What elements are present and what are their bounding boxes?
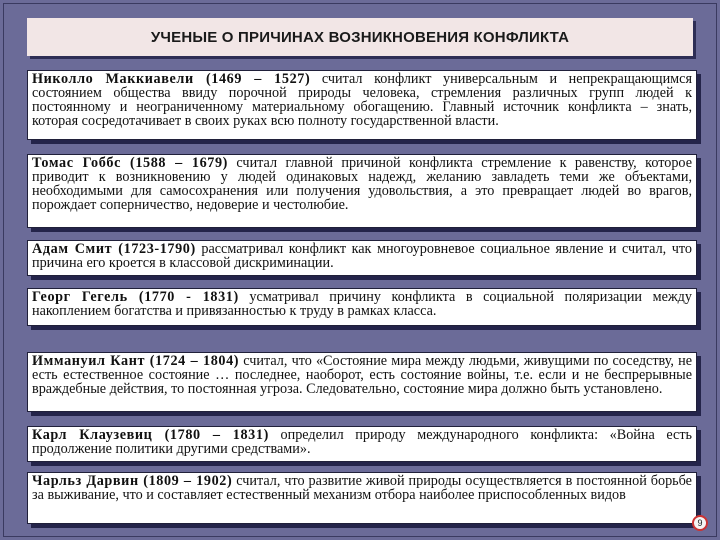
scholar-name: Чарльз Дарвин (1809 – 1902) xyxy=(32,473,233,489)
scholar-name: Николло Маккиавели (1469 – 1527) xyxy=(32,71,311,87)
scholar-name: Адам Смит (1723-1790) xyxy=(32,241,196,257)
scholar-text: определил природу международного конфликта: «Война есть продолжение политики другими средствами». xyxy=(32,427,692,457)
page-number-badge xyxy=(692,515,708,531)
scholar-text: считал главной причиной конфликта стремление к равенству, которое приводит к возникновению у людей одинаковых надежд, желанию завладеть теми же объектами, необходимыми для самосохранения или получения удовольствия, а это превращает людей во врагов, порождает соперничество, недоверие и честолюбие. xyxy=(32,155,692,213)
scholar-text: считал, что развитие живой природы осуществляется в постоянной борьбе за выживание, что и составляет естественный механизм отбора наиболее приспособленных видов xyxy=(32,473,692,503)
scholar-text: усматривал причину конфликта в социальной поляризации между накоплением богатства и привязанностью к труду в рамках класса. xyxy=(32,289,692,319)
scholar-text: считал, что «Состояние мира между людьми, живущими по соседству, не есть естественное состояние … последнее, наоборот, есть состояние войны, т.е. если и не беспрерывные враждебные действия, то постоянная угроза. Следовательно, состояние мира должно быть установлено. xyxy=(32,353,692,397)
scholar-name: Иммануил Кант (1724 – 1804) xyxy=(32,353,240,369)
card-kant xyxy=(27,352,697,412)
scholar-name: Георг Гегель (1770 - 1831) xyxy=(32,289,239,305)
scholar-name: Томас Гоббс (1588 – 1679) xyxy=(32,155,228,171)
title-box xyxy=(27,18,693,56)
card-darwin xyxy=(27,472,697,524)
card-hobbes xyxy=(27,154,697,228)
card-machiavelli xyxy=(27,70,697,140)
card-smith xyxy=(27,240,697,276)
scholar-name: Карл Клаузевиц (1780 – 1831) xyxy=(32,427,269,443)
scholar-text: рассматривал конфликт как многоуровневое социальное явление и считал, что причина его кроется в классовой дискриминации. xyxy=(32,241,692,271)
card-hegel xyxy=(27,288,697,326)
card-clausewitz xyxy=(27,426,697,462)
page-number: 9 xyxy=(697,518,703,528)
scholar-text: считал конфликт универсальным и непрекращающимся состоянием общества ввиду порочной природы человека, стремления различных групп людей к постоянному и неограниченному материальному обогащению. Главный источник конфликта – знать, которая сосредотачивает в своих руках всю полноту государственной власти. xyxy=(32,71,692,129)
slide-title: УЧЕНЫЕ О ПРИЧИНАХ ВОЗНИКНОВЕНИЯ КОНФЛИКТА xyxy=(150,28,570,46)
